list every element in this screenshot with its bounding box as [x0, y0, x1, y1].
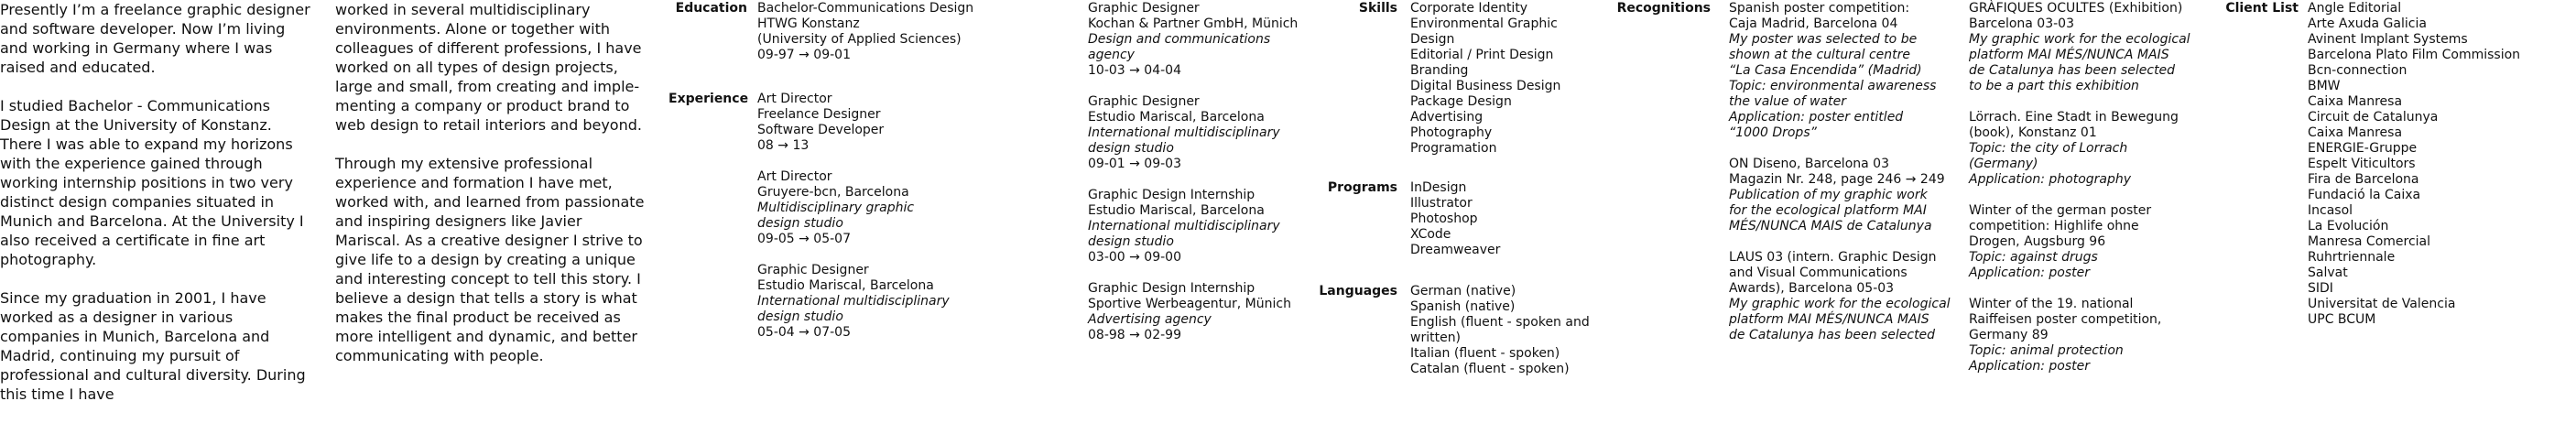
entry-org: Kochan & Partner GmbH, Münich — [1088, 16, 1299, 31]
entry-dates: 09-01 → 09-03 — [1088, 157, 1181, 171]
experience-list-2 — [1088, 1, 1317, 359]
experience-entry — [757, 263, 986, 341]
experience-entry — [757, 169, 986, 247]
entry-org: Gruyere-bcn, Barcelona — [757, 185, 909, 200]
recognition-title: Caja Madrid, Barcelona 04 — [1729, 16, 1898, 31]
recognition-description: My graphic work for the ecological — [1729, 297, 1951, 311]
recognition-entry — [1969, 297, 2198, 374]
recognition-title: Winter of the german poster — [1969, 203, 2152, 218]
program-item: Photoshop — [1410, 212, 1478, 226]
program-item: Illustrator — [1410, 196, 1473, 211]
recognition-title: Drogen, Augsburg 96 — [1969, 234, 2106, 249]
entry-title: Art Director — [757, 92, 832, 106]
recognition-title: Awards), Barcelona 05-03 — [1729, 281, 1895, 296]
experience-entry — [1088, 188, 1317, 266]
recognition-description: de Catalunya has been selected — [1969, 63, 2176, 78]
client-item: Fundació la Caixa — [2308, 188, 2421, 202]
client-item: Avinent Implant Systems — [2308, 32, 2468, 47]
entry-org: Estudio Mariscal, Barcelona — [1088, 110, 1265, 125]
recognition-entry — [1729, 1, 1958, 141]
entry-dates: 08-98 → 02-99 — [1088, 328, 1181, 342]
entry-description: agency — [1088, 48, 1135, 62]
language-item: German (native) — [1410, 284, 1516, 298]
client-item: Ruhrtriennale — [2308, 250, 2396, 265]
recognition-title: LAUS 03 (intern. Graphic Design — [1729, 250, 1937, 265]
recognition-description: de Catalunya has been selected — [1729, 328, 1936, 342]
languages-list — [1410, 284, 1603, 377]
skill-item: Photography — [1410, 125, 1493, 140]
recognition-entry — [1729, 250, 1958, 343]
skill-item: Editorial / Print Design — [1410, 48, 1554, 62]
recognition-title: Barcelona 03-03 — [1969, 16, 2074, 31]
entry-description: International multidisciplinary — [1088, 219, 1280, 233]
education-entry — [757, 1, 986, 63]
client-item: Bcn-connection — [2308, 63, 2408, 78]
bio-paragraph: worked in several multidisciplinary environments. Alone or together with colleagues of different professions, I have worked on all types of design projects, large and small, from creating and imple-menting a company or product brand to web design to retail interiors and beyond. — [335, 1, 642, 134]
language-item: Spanish (native) — [1410, 299, 1516, 314]
entry-description: Design and communications — [1088, 32, 1271, 47]
skill-item: Digital Business Design — [1410, 79, 1561, 93]
entry-title: Graphic Design Internship — [1088, 188, 1255, 202]
skill-item: Programation — [1410, 141, 1497, 156]
bio-paragraph: Presently I’m a freelance graphic designer and software developer. Now I’m living and working in Germany where I was raised and educated. — [0, 1, 310, 76]
recognition-description: shown at the cultural centre — [1729, 48, 1910, 62]
experience-list-1 — [757, 92, 986, 356]
skill-item: Corporate Identity — [1410, 1, 1528, 16]
entry-description: design studio — [757, 309, 843, 324]
client-item: Angle Editorial — [2308, 1, 2402, 16]
recognition-description: Application: photography — [1969, 172, 2132, 187]
recognition-title: GRÀFIQUES OCULTES (Exhibition) — [1969, 1, 2183, 16]
programs-label: Programs — [1327, 180, 1397, 195]
entry-detail: (University of Applied Sciences) — [757, 32, 962, 47]
skills-list — [1410, 1, 1603, 157]
skill-item: Branding — [1410, 63, 1469, 78]
recognition-title: Raiffeisen poster competition, — [1969, 312, 2162, 327]
client-item: UPC BCUM — [2308, 312, 2376, 327]
recognition-title: Lörrach. Eine Stadt in Bewegung — [1969, 110, 2179, 125]
entry-org: HTWG Konstanz — [757, 16, 860, 31]
client-item: Incasol — [2308, 203, 2353, 218]
skill-item: Environmental Graphic Design — [1410, 16, 1558, 47]
recognition-description: to be a part this exhibition — [1969, 79, 2139, 93]
recognition-description: platform MAI MÉS/NUNCA MAIS — [1969, 48, 2169, 62]
entry-description: International multidisciplinary — [1088, 125, 1280, 140]
client-item: Manresa Comercial — [2308, 234, 2431, 249]
experience-entry — [1088, 1, 1317, 79]
recognition-description: platform MAI MÉS/NUNCA MAIS — [1729, 312, 1929, 327]
entry-description: Advertising agency — [1088, 312, 1212, 327]
entry-description: International multidisciplinary — [757, 294, 950, 309]
client-item: Circuit de Catalunya — [2308, 110, 2439, 125]
client-item: La Evolución — [2308, 219, 2389, 233]
client-item: Arte Axuda Galicia — [2308, 16, 2427, 31]
entry-title: Art Director — [757, 169, 832, 184]
entry-description: design studio — [1088, 141, 1174, 156]
client-item: Barcelona Plato Film Commission — [2308, 48, 2521, 62]
experience-entry — [757, 92, 986, 154]
entry-description: Multidisciplinary graphic — [757, 201, 915, 215]
recognition-description: My graphic work for the ecological — [1969, 32, 2190, 47]
education-list — [757, 1, 986, 79]
recognitions-list-1 — [1729, 1, 1958, 359]
recognition-description: Topic: against drugs — [1969, 250, 2098, 265]
entry-dates: 09-97 → 09-01 — [757, 48, 851, 62]
recognition-description: Topic: the city of Lorrach (Germany) — [1969, 141, 2128, 171]
entry-org: Freelance Designer — [757, 107, 881, 122]
recognition-title: ON Diseno, Barcelona 03 — [1729, 157, 1889, 171]
entry-dates: 08 → 13 — [757, 138, 810, 153]
programs-list — [1410, 180, 1603, 258]
entry-title: Graphic Designer — [1088, 94, 1200, 109]
client-item: Caixa Manresa — [2308, 94, 2403, 109]
experience-label: Experience — [668, 92, 749, 106]
bio-column-2 — [335, 0, 651, 385]
recognition-title: competition: Highlife ohne — [1969, 219, 2139, 233]
skills-label: Skills — [1358, 1, 1397, 16]
bio-paragraph: Since my graduation in 2001, I have worked as a designer in various companies in Munich, Barcelona and Madrid, continuing my pursuit of professional and cultural diversity. During this time I have — [0, 289, 306, 403]
entry-dates: 05-04 → 07-05 — [757, 325, 851, 340]
client-item: ENERGIE-Gruppe — [2308, 141, 2418, 156]
language-item: written) — [1410, 331, 1462, 345]
client-list-label: Client List — [2225, 1, 2299, 16]
recognitions-list-2 — [1969, 1, 2198, 390]
entry-description: design studio — [1088, 234, 1174, 249]
recognition-description: Topic: environmental awareness — [1729, 79, 1937, 93]
client-item: BMW — [2308, 79, 2341, 93]
recognition-title: Magazin Nr. 248, page 246 → 249 — [1729, 172, 1945, 187]
entry-title: Graphic Designer — [757, 263, 869, 277]
recognition-title: Winter of the 19. national — [1969, 297, 2134, 311]
recognition-description: Publication of my graphic work — [1729, 188, 1928, 202]
experience-entry — [1088, 94, 1317, 172]
entry-dates: 09-05 → 05-07 — [757, 232, 851, 246]
entry-org: Sportive Werbeagentur, Münich — [1088, 297, 1291, 311]
recognition-description: Application: poster — [1969, 266, 2090, 280]
recognitions-label: Recognitions — [1616, 1, 1711, 16]
entry-org: Estudio Mariscal, Barcelona — [1088, 203, 1265, 218]
entry-detail: Software Developer — [757, 123, 885, 137]
education-label: Education — [675, 1, 747, 16]
languages-label: Languages — [1319, 284, 1397, 298]
language-item: Catalan (fluent - spoken) — [1410, 362, 1570, 376]
recognition-description: MÉS/NUNCA MAIS de Catalunya — [1729, 219, 1932, 233]
recognition-entry — [1729, 157, 1958, 234]
recognition-entry — [1969, 1, 2198, 94]
recognition-description: “1000 Drops” — [1729, 125, 1817, 140]
language-item: English (fluent - spoken and — [1410, 315, 1590, 330]
program-item: Dreamweaver — [1410, 243, 1501, 257]
program-item: InDesign — [1410, 180, 1467, 195]
client-item: Fira de Barcelona — [2308, 172, 2419, 187]
client-item: Salvat — [2308, 266, 2348, 280]
recognition-description: Application: poster — [1969, 359, 2090, 374]
skill-item: Advertising — [1410, 110, 1484, 125]
client-item: SIDI — [2308, 281, 2333, 296]
experience-entry — [1088, 281, 1317, 343]
entry-title: Graphic Design Internship — [1088, 281, 1255, 296]
recognition-description: “La Casa Encendida” (Madrid) — [1729, 63, 1922, 78]
recognition-description: Application: poster entitled — [1729, 110, 1904, 125]
entry-dates: 03-00 → 09-00 — [1088, 250, 1181, 265]
bio-column-1 — [0, 0, 316, 423]
recognition-entry — [1969, 203, 2198, 281]
client-item: Espelt Viticultors — [2308, 157, 2416, 171]
recognition-entry — [1969, 110, 2198, 188]
language-item: Italian (fluent - spoken) — [1410, 346, 1560, 361]
client-item: Caixa Manresa — [2308, 125, 2403, 140]
recognition-title: and Visual Communications — [1729, 266, 1908, 280]
recognition-description: My poster was selected to be — [1729, 32, 1918, 47]
client-list — [2308, 1, 2573, 328]
bio-paragraph: Through my extensive professional experience and formation I have met, worked with, and learned from passionate and inspiring designers like Javier Mariscal. As a creative designer I strive to give life to a design by creating a unique and interesting concept to tell this story. I believe a design that tells a story is what makes the final product be received as more intelligent and dynamic, and better communicating with people. — [335, 155, 645, 364]
entry-description: design studio — [757, 216, 843, 231]
recognition-description: the value of water — [1729, 94, 1846, 109]
recognition-description: Topic: animal protection — [1969, 343, 2124, 358]
program-item: XCode — [1410, 227, 1451, 242]
recognition-description: for the ecological platform MAI — [1729, 203, 1927, 218]
client-item: Universitat de Valencia — [2308, 297, 2456, 311]
recognition-title: (book), Konstanz 01 — [1969, 125, 2097, 140]
entry-title: Graphic Designer — [1088, 1, 1200, 16]
bio-paragraph: I studied Bachelor - Communications Design at the University of Konstanz. There I was able to expand my horizons with the experience gained through working internship positions in two very distinct design companies situated in Munich and Barcelona. At the University I also received a certificate in fine art photography. — [0, 97, 304, 268]
recognition-title: Spanish poster competition: — [1729, 1, 1910, 16]
entry-dates: 10-03 → 04-04 — [1088, 63, 1181, 78]
recognition-title: Germany 89 — [1969, 328, 2049, 342]
entry-title: Bachelor-Communications Design — [757, 1, 974, 16]
entry-org: Estudio Mariscal, Barcelona — [757, 278, 934, 293]
skill-item: Package Design — [1410, 94, 1512, 109]
